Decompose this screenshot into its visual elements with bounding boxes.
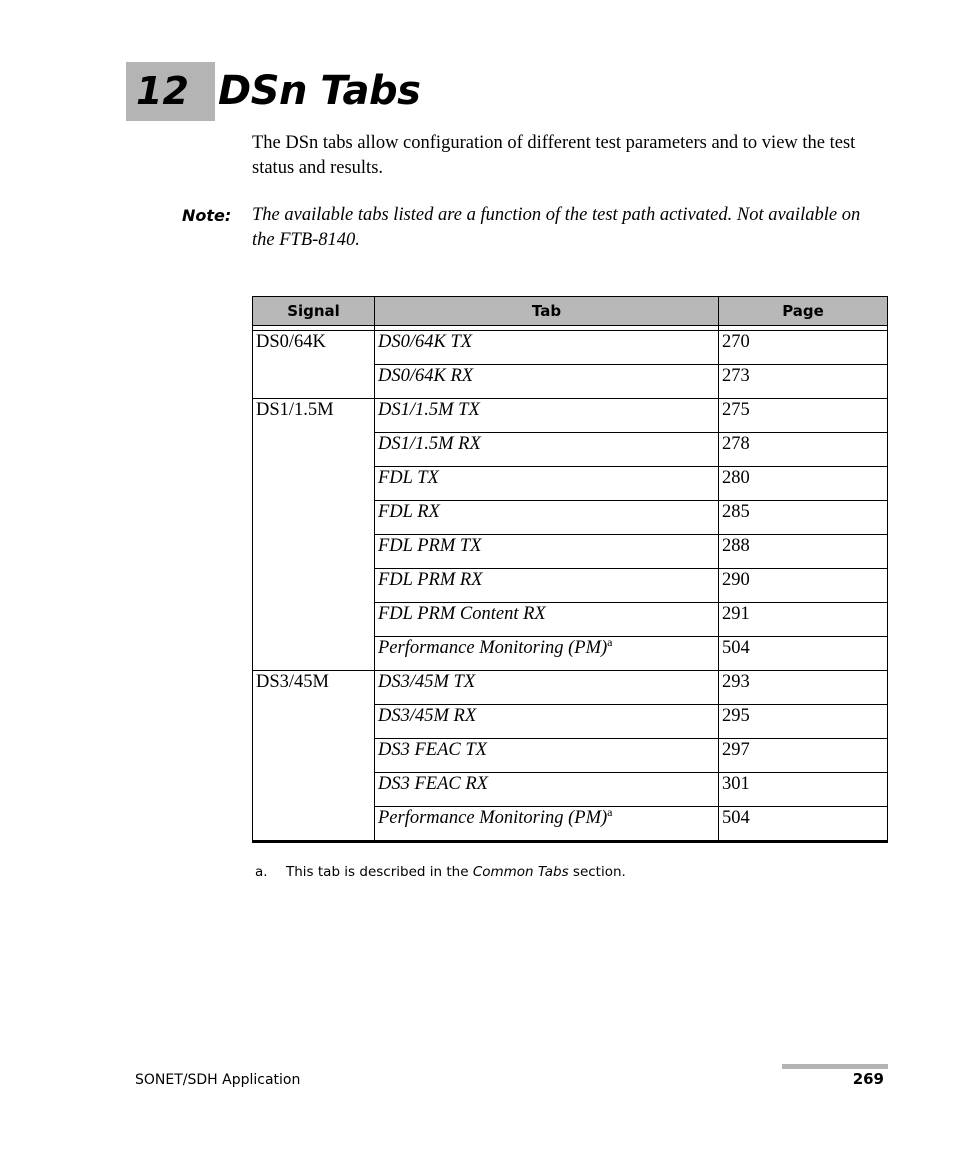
signal-cell: DS0/64K (253, 331, 375, 399)
tab-name: FDL PRM TX (378, 536, 482, 556)
footnote-ref: a (607, 805, 613, 819)
tab-cell (375, 399, 719, 433)
footnote-emphasis: Common Tabs (472, 864, 569, 880)
tab-name: DS3 FEAC RX (378, 774, 488, 794)
tab-name: DS0/64K TX (378, 332, 473, 352)
page-cell: 278 (719, 433, 888, 467)
tab-name: DS3/45M RX (378, 706, 477, 726)
tab-name: FDL RX (378, 502, 440, 522)
tab-cell (375, 467, 719, 501)
tab-name: DS1/1.5M TX (378, 400, 480, 420)
page-cell: 295 (719, 705, 888, 739)
page-cell: 280 (719, 467, 888, 501)
table-row (253, 399, 888, 433)
tab-cell (375, 365, 719, 399)
page-cell: 288 (719, 535, 888, 569)
tab-cell (375, 637, 719, 671)
footnote-mark: a. (255, 864, 268, 880)
tab-name: Performance Monitoring (PM) (378, 638, 608, 658)
tab-name: DS3 FEAC TX (378, 740, 487, 760)
page-cell: 291 (719, 603, 888, 637)
tab-cell (375, 433, 719, 467)
tab-cell (375, 603, 719, 637)
tab-cell (375, 705, 719, 739)
tab-cell (375, 501, 719, 535)
page-cell: 504 (719, 807, 888, 842)
signal-cell: DS3/45M (253, 671, 375, 842)
footnote-text-after: section. (572, 864, 626, 880)
tab-name: DS1/1.5M RX (378, 434, 481, 454)
tab-name: FDL TX (378, 468, 439, 488)
tab-name: FDL PRM Content RX (378, 604, 546, 624)
page-cell: 301 (719, 773, 888, 807)
tab-cell (375, 535, 719, 569)
chapter-number: 12 (126, 62, 215, 121)
page-cell: 290 (719, 569, 888, 603)
tab-cell (375, 671, 719, 705)
tab-name: FDL PRM RX (378, 570, 483, 590)
tab-cell (375, 773, 719, 807)
page-cell: 504 (719, 637, 888, 671)
page-cell: 270 (719, 331, 888, 365)
footer-page-number: 269 (852, 1070, 884, 1088)
header-signal: Signal (253, 297, 375, 326)
note-text: The available tabs listed are a function of the test path activated. Not available on the FTB-8140. (252, 205, 861, 250)
footer-doc-title: SONET/SDH Application (135, 1072, 301, 1088)
chapter-title: DSn Tabs (218, 68, 421, 114)
footnote-ref: a (607, 635, 613, 649)
page-cell: 273 (719, 365, 888, 399)
footnote-text-before: This tab is described in the (286, 864, 469, 880)
signal-cell: DS1/1.5M (253, 399, 375, 671)
table-header-row (253, 297, 888, 326)
tab-cell (375, 331, 719, 365)
header-page: Page (719, 297, 888, 326)
header-tab: Tab (375, 297, 719, 326)
page-cell: 293 (719, 671, 888, 705)
page-cell: 275 (719, 399, 888, 433)
note-label: Note: (182, 206, 232, 225)
page-cell: 297 (719, 739, 888, 773)
tab-name: DS0/64K RX (378, 366, 474, 386)
tab-cell (375, 569, 719, 603)
table-body (253, 331, 888, 842)
tab-name: Performance Monitoring (PM) (378, 808, 608, 828)
tab-cell (375, 807, 719, 842)
footnote (255, 862, 626, 882)
tab-name: DS3/45M TX (378, 672, 476, 692)
table-row (253, 671, 888, 705)
tab-cell (375, 739, 719, 773)
intro-paragraph: The DSn tabs allow configuration of different test parameters and to view the test status and results. (252, 133, 856, 178)
dsn-tabs-table (252, 296, 888, 843)
page-cell: 285 (719, 501, 888, 535)
table-row (253, 331, 888, 365)
